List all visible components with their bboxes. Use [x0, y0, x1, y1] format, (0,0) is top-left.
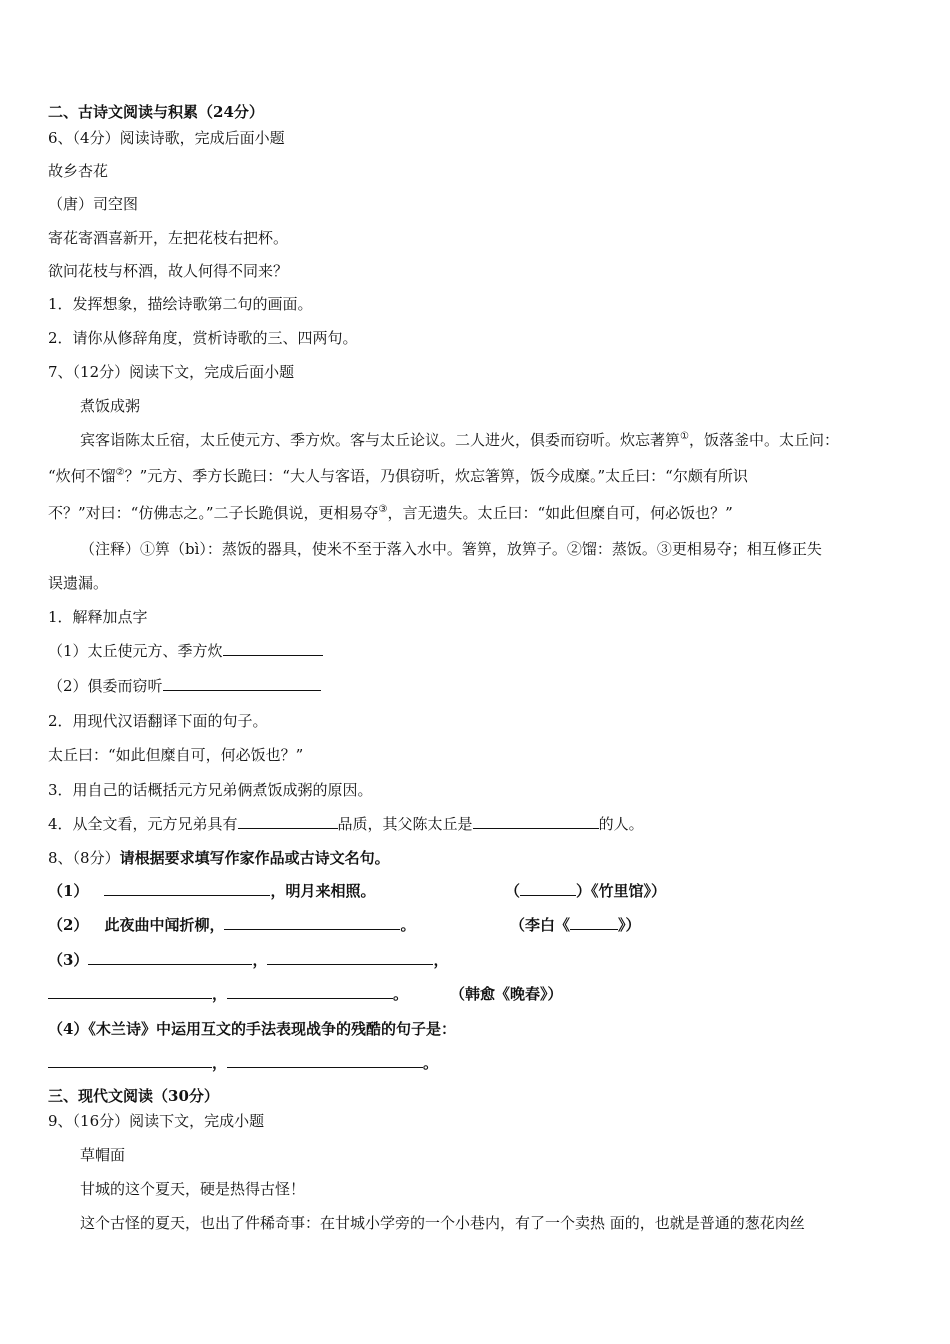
q8-row1: （1） ，明月来相照。 — [48, 882, 376, 900]
q8-row4b: ， 。 — [48, 1053, 438, 1073]
q7-passage-line1: 宾客诣陈太丘宿，太丘使元方、季方炊。客与太丘论议。二人进火，俱委而窃听。炊忘著箅①，饭落釜中。太丘问： — [80, 431, 839, 449]
q7-sub2: 2．用现代汉语翻译下面的句子。 — [48, 712, 268, 730]
section2-title: 二、古诗文阅读与积累（24分） — [48, 103, 264, 121]
poem-author: （唐）司空图 — [48, 195, 139, 213]
answer-blank[interactable] — [163, 676, 321, 691]
q6-sub2: 2．请你从修辞角度，赏析诗歌的三、四两句。 — [48, 329, 358, 347]
section3-title: 三、现代文阅读（30分） — [48, 1087, 219, 1105]
q8-row3: （3） ， ， — [48, 951, 449, 969]
q7-sub2-quote: 太丘曰：“如此但糜自可，何必饭也？” — [48, 746, 304, 764]
footnote-mark-2: ② — [115, 467, 125, 478]
q9-passage-title: 草帽面 — [80, 1146, 126, 1164]
q8-row4: （4）《木兰诗》中运用互文的手法表现战争的残酷的句子是： — [48, 1020, 456, 1038]
q9-paragraph-2: 这个古怪的夏天，也出了件稀奇事：在甘城小学旁的一个小巷内，有了一个卖热 面的，也就是普通的葱花肉丝 — [80, 1214, 805, 1232]
answer-blank[interactable] — [48, 1053, 212, 1068]
answer-blank[interactable] — [227, 984, 393, 999]
q7-sub1: 1．解释加点字 — [48, 608, 148, 626]
q7-sub3: 3．用自己的话概括元方兄弟俩煮饭成粥的原因。 — [48, 781, 373, 799]
answer-blank[interactable] — [227, 1053, 423, 1068]
q7-sub1a: （1）太丘使元方、季方炊 — [48, 641, 323, 661]
q8-row1-source: （ ）《竹里馆》） — [505, 882, 667, 900]
q9-heading: 9、（16分）阅读下文，完成小题 — [48, 1112, 265, 1130]
answer-blank[interactable] — [267, 950, 433, 965]
poem-line-2: 欲问花枝与杯酒，故人何得不同来？ — [48, 262, 289, 280]
answer-blank[interactable] — [104, 881, 270, 896]
answer-blank[interactable] — [570, 915, 618, 930]
q6-sub1: 1．发挥想象，描绘诗歌第二句的画面。 — [48, 295, 313, 313]
answer-blank[interactable] — [48, 984, 212, 999]
q8-row2: （2） 此夜曲中闻折柳， 。 — [48, 916, 416, 934]
answer-blank[interactable] — [520, 881, 576, 896]
q7-notes-line1: （注释）①箅（bì）：蒸饭的器具，使米不至于落入水中。箸箅，放箅子。②馏：蒸饭。③更相易夺；相互修正失 — [80, 540, 822, 558]
q7-notes-line2: 误遗漏。 — [48, 574, 109, 592]
q8-row2-source: （李白《 》） — [510, 916, 641, 934]
q8-heading: 8、（8分）请根据要求填写作家作品或古诗文名句。 — [48, 849, 390, 867]
answer-blank[interactable] — [88, 950, 252, 965]
answer-blank[interactable] — [238, 814, 338, 829]
footnote-mark-1: ① — [680, 431, 689, 442]
q7-sub1b: （2）俱委而窃听 — [48, 676, 321, 696]
answer-blank[interactable] — [224, 915, 400, 930]
q7-passage-line2: “炊何不馏②？”元方、季方长跪曰：“大人与客语，乃俱窃听，炊忘箸箅，饭今成糜。”太丘曰：“尔颇有所识 — [48, 467, 748, 485]
footnote-mark-3: ③ — [378, 504, 388, 515]
q7-heading: 7、（12分）阅读下文，完成后面小题 — [48, 363, 295, 381]
poem-line-1: 寄花寄酒喜新开，左把花枝右把杯。 — [48, 229, 289, 247]
q8-row3b: ， 。 — [48, 984, 408, 1004]
q7-sub4: 4．从全文看，元方兄弟具有 品质，其父陈太丘是 的人。 — [48, 815, 644, 833]
poem-title: 故乡杏花 — [48, 162, 109, 180]
q6-heading: 6、（4分）阅读诗歌，完成后面小题 — [48, 129, 285, 147]
q7-passage-title: 煮饭成粥 — [80, 397, 141, 415]
answer-blank[interactable] — [223, 641, 323, 656]
q9-paragraph-1: 甘城的这个夏天，硬是热得古怪！ — [80, 1180, 306, 1198]
q7-passage-line3: 不？”对曰：“仿佛志之。”二子长跪俱说，更相易夺③，言无遗失。太丘曰：“如此但糜自可，何必饭也？” — [48, 504, 733, 522]
q8-row3b-source: （韩愈《晚春》） — [450, 985, 563, 1003]
answer-blank[interactable] — [473, 814, 599, 829]
